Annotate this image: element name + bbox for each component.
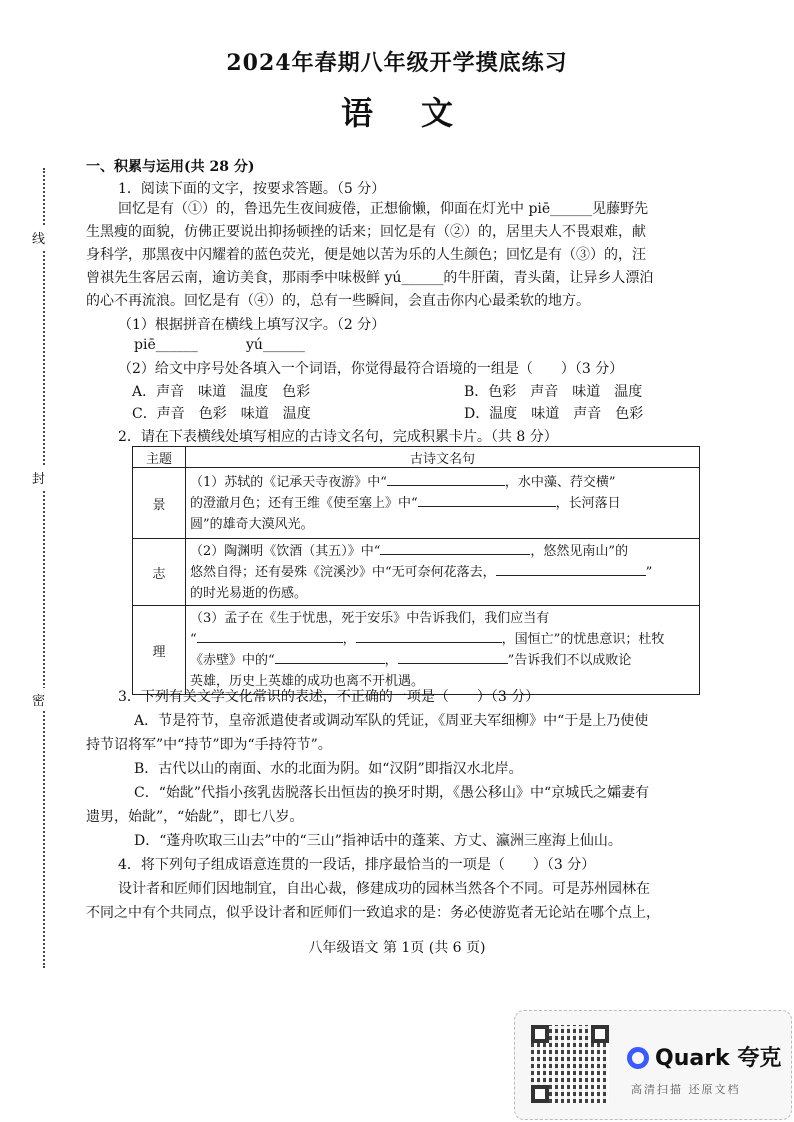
topic-cell: 理 <box>133 606 186 695</box>
row-text: ， <box>384 653 398 668</box>
passage-line: 曾祺先生客居云南，逾访美食，那雨季中味极鲜 yú______的牛肝菌，青头菌，让异乡人漂泊 <box>86 270 654 286</box>
q3-option-a-line1[interactable]: A．节是符节，皇帝派遣使者或调动军队的凭证，《周亚夫军细柳》中“于是上乃使使 <box>134 713 649 729</box>
answer-blank[interactable] <box>398 663 508 664</box>
row-text: （1）苏轼的《记承天寺夜游》中“ <box>190 474 387 490</box>
q3-option-a-line2: 持节诏将军”中“持节”即为“手持符节”。 <box>86 737 332 753</box>
row-text: ，国恒亡”的忧患意识；杜牧 <box>501 632 665 647</box>
poetry-card-table <box>132 446 700 695</box>
topic-cell: 志 <box>133 539 186 606</box>
passage-line: 身科学，那黑夜中闪耀着的蓝色荧光，便是她以苦为乐的人生颜色；回忆是有（③）的，汪 <box>86 247 646 263</box>
q3-option-c-line2: 遗男，始龀”，“始龀”，即七八岁。 <box>86 809 304 825</box>
binding-dotted-line <box>43 168 45 968</box>
q1-sub1: （1）根据拼音在横线上填写汉字。（2 分） <box>118 317 386 333</box>
option-b[interactable]: B．色彩 声音 味道 温度 <box>464 384 643 400</box>
table-row <box>133 606 700 695</box>
exam-title: 2024年春期八年级开学摸底练习 <box>226 50 568 76</box>
answer-blank[interactable] <box>356 642 502 643</box>
row-text: 英雄，历史上英雄的成功也离不开机遇。 <box>190 674 425 689</box>
passage-line: 回忆是有（①）的，鲁迅先生夜间疲倦，正想偷懒，仰面在灯光中 piē______见藤野先 <box>118 201 649 217</box>
row-text: （2）陶渊明《饮酒（其五）》中“ <box>190 543 381 559</box>
row-text: 的澄澈月色；还有王维《使至塞上》中“ <box>190 495 418 511</box>
margin-mark-xian: 线 <box>32 226 45 249</box>
subject-title: 语文 <box>340 94 501 132</box>
row-text: ” <box>645 564 653 580</box>
section-heading: 一、积累与运用(共 28 分) <box>86 159 255 175</box>
option-a[interactable]: A．声音 味道 温度 色彩 <box>132 384 311 400</box>
quark-logo <box>627 1041 781 1072</box>
answer-blank[interactable] <box>418 506 556 507</box>
answer-blank[interactable] <box>275 663 385 664</box>
answer-blank[interactable] <box>387 485 505 486</box>
option-d[interactable]: D．温度 味道 声音 色彩 <box>464 406 644 422</box>
passage-line: 生黑瘦的面貌，仿佛正要说出抑扬顿挫的话来；回忆是有（②）的，居里夫人不畏艰难，献 <box>86 224 646 240</box>
topic-cell: 景 <box>133 468 186 539</box>
q4-text-line2: 不同之中有个共同点，似乎设计者和匠师们一致追求的是：务必使游览者无论站在哪个点上， <box>86 905 660 921</box>
margin-mark-mi: 密 <box>32 688 45 711</box>
header-topic: 主题 <box>133 447 186 468</box>
q2-prompt: 2．请在下表横线处填写相应的古诗文名句，完成积累卡片。（共 8 分） <box>118 429 558 445</box>
row-text: “ <box>190 632 197 647</box>
row-text: （3）孟子在《生于忧患，死于安乐》中告诉我们，我们应当有 <box>190 611 550 626</box>
q4-prompt: 4．将下列句子组成语意连贯的一段话，排序最恰当的一项是（ ）（3 分） <box>118 857 596 873</box>
quark-logo-icon <box>627 1047 649 1069</box>
quark-tagline: 高清扫描 还原文档 <box>631 1083 741 1096</box>
qr-code-icon <box>531 1025 609 1103</box>
margin-mark-feng: 封 <box>32 466 45 489</box>
row-text: ，长河落日 <box>555 495 621 511</box>
content-cell <box>186 606 700 695</box>
q1-sub2: （2）给文中序号处各填入一个词语，你觉得最符合语境的一组是（ ）（3 分） <box>118 361 624 377</box>
row-text: ”告诉我们不以成败论 <box>507 653 632 668</box>
table-header-row <box>133 447 700 468</box>
answer-blank[interactable] <box>197 642 343 643</box>
answer-blank[interactable] <box>496 575 646 576</box>
q4-text-line1: 设计者和匠师们因地制宜，自出心裁，修建成功的园林当然各个不同。可是苏州园林在 <box>118 881 650 897</box>
content-cell <box>186 539 700 606</box>
pinyin-blank-2[interactable]: yú______ <box>246 337 305 353</box>
quark-brand: Quark 夸克 <box>655 1046 782 1071</box>
q3-option-c-line1[interactable]: C．“始龀”代指小孩乳齿脱落长出恒齿的换牙时期，《愚公移山》中“京城氏之孀妻有 <box>134 785 650 801</box>
passage-line: 的心不再流浪。回忆是有（④）的，总有一些瞬间，会直击你内心最柔软的地方。 <box>86 293 590 309</box>
q3-option-d[interactable]: D．“蓬舟吹取三山去”中的“三山”指神话中的蓬莱、方丈、瀛洲三座海上仙山。 <box>134 833 622 849</box>
q1-prompt: 1．阅读下面的文字，按要求答题。（5 分） <box>118 181 386 197</box>
row-text: 的时光易逝的伤感。 <box>190 585 308 601</box>
header-content: 古诗文名句 <box>186 447 700 468</box>
content-cell <box>186 468 700 539</box>
row-text: ，悠然见南山”的 <box>530 543 629 559</box>
answer-blank[interactable] <box>380 554 530 555</box>
row-text: 《赤壁》中的“ <box>190 653 275 668</box>
quark-watermark <box>514 1010 792 1120</box>
table-row <box>133 539 700 606</box>
table-row <box>133 468 700 539</box>
row-text: ，水中藻、荇交横” <box>504 474 616 490</box>
pinyin-blank-1[interactable]: piē______ <box>134 337 198 353</box>
q3-prompt: 3．下列有关文学文化常识的表述，不正确的一项是（ ）（3 分） <box>118 689 540 705</box>
q3-option-b[interactable]: B．古代以山的南面、水的北面为阴。如“汉阴”即指汉水北岸。 <box>134 761 523 777</box>
row-text: 悠然自得；还有晏殊《浣溪沙》中“无可奈何花落去， <box>190 564 496 580</box>
q1-passage <box>86 198 726 313</box>
row-text: ， <box>342 632 356 647</box>
row-text: 圆”的雄奇大漠风光。 <box>190 516 314 532</box>
option-c[interactable]: C．声音 色彩 味道 温度 <box>132 406 311 422</box>
page-footer: 八年级语文 第 1页 (共 6 页) <box>308 940 486 956</box>
